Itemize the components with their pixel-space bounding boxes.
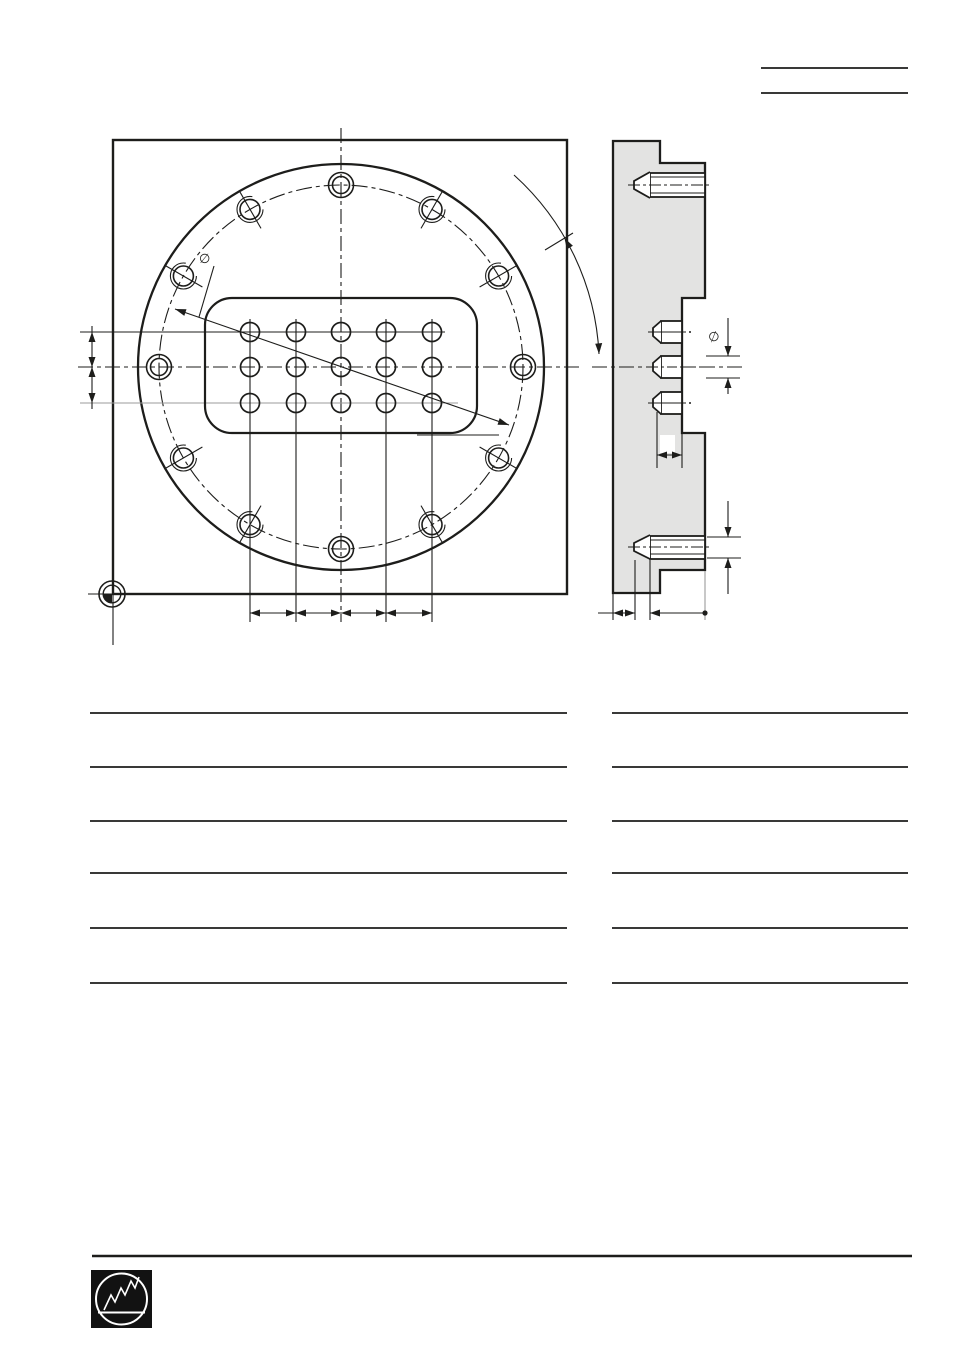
diameter-symbol: ∅ [199, 252, 211, 267]
arrowhead [613, 610, 660, 617]
footer [91, 1256, 912, 1328]
diameter-symbol: ∅ [706, 328, 722, 347]
heidenhain-logo [91, 1270, 152, 1328]
logo-background [91, 1270, 152, 1328]
header-rules [761, 68, 908, 93]
arrowhead [595, 343, 602, 354]
side-view [592, 141, 742, 620]
section-slot [660, 435, 675, 453]
arrowhead [564, 238, 573, 249]
angular-dimension [514, 175, 602, 354]
dimension-origin-dot [702, 610, 707, 615]
spec-table-right [612, 713, 908, 983]
stud-diameter-dimension [706, 318, 740, 394]
arrowhead [175, 309, 187, 316]
bolt-circle-diameter-dimension [175, 266, 509, 435]
spec-table-left [90, 713, 567, 983]
front-view [78, 128, 602, 645]
arrowhead [498, 418, 510, 425]
screw-diameter-dimension [707, 501, 741, 594]
contact-studs [648, 321, 700, 414]
datum-symbol [99, 581, 125, 607]
arrowhead [725, 527, 732, 568]
